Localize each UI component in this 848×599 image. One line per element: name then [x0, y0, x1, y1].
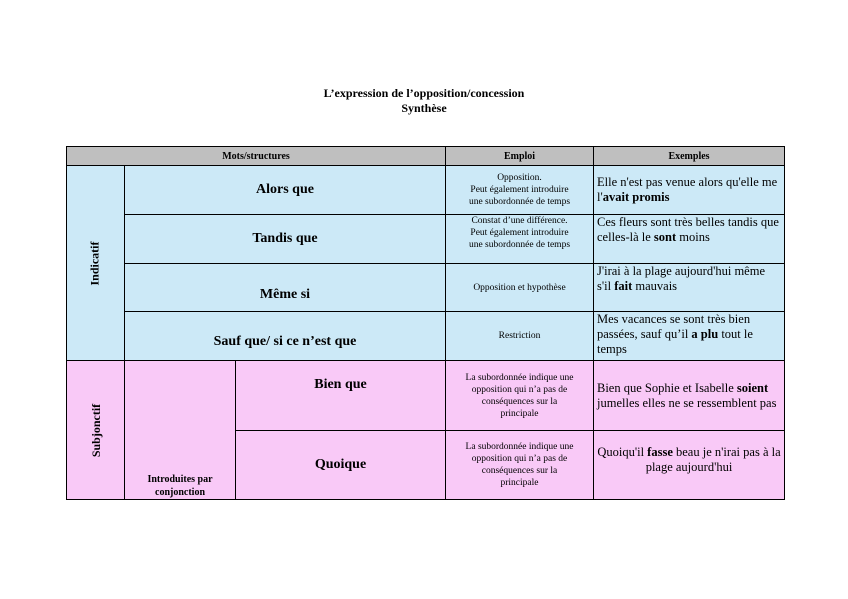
- emploi-cell: Restriction: [446, 312, 594, 361]
- mode-label-subjonctif: Subjonctif: [67, 361, 125, 500]
- example-cell: J'irai à la plage aujourd'hui même s'il fait mauvais: [594, 264, 785, 312]
- example-cell: Mes vacances se sont très bien passées, sauf qu’il a plu tout le temps: [594, 312, 785, 361]
- emploi-cell: Constat d’une différence. Peut également introduire une subordonnée de temps: [446, 215, 594, 264]
- example-cell: Bien que Sophie et Isabelle soient jumelles elles ne se ressemblent pas: [594, 361, 785, 431]
- synthesis-table: [66, 146, 785, 500]
- table-row: [67, 215, 785, 264]
- emploi-cell: Opposition. Peut également introduire une subordonnée de temps: [446, 166, 594, 215]
- intro-cell: Introduites par conjonction: [125, 361, 236, 500]
- structure-cell: Même si: [125, 264, 446, 312]
- header-row: [67, 147, 785, 166]
- structure-cell: Quoique: [236, 431, 446, 500]
- header-exemples: Exemples: [594, 147, 785, 166]
- example-cell: Ces fleurs sont très belles tandis que celles-là le sont moins: [594, 215, 785, 264]
- mode-label-indicatif: Indicatif: [67, 166, 125, 361]
- emploi-cell: Opposition et hypothèse: [446, 264, 594, 312]
- table-row: [67, 166, 785, 215]
- table-row: [67, 264, 785, 312]
- header-emploi: Emploi: [446, 147, 594, 166]
- document-title: [0, 86, 848, 116]
- header-mots: Mots/structures: [67, 147, 446, 166]
- structure-cell: Tandis que: [125, 215, 446, 264]
- example-cell: Elle n'est pas venue alors qu'elle me l'avait promis: [594, 166, 785, 215]
- emploi-cell: La subordonnée indique une opposition qui n’a pas de conséquences sur la principale: [446, 431, 594, 500]
- example-cell: Quoiqu'il fasse beau je n'irai pas à la plage aujourd'hui: [594, 431, 785, 500]
- emploi-cell: La subordonnée indique une opposition qui n’a pas de conséquences sur la principale: [446, 361, 594, 431]
- title-line-2: Synthèse: [401, 101, 447, 115]
- title-line-1: L’expression de l’opposition/concession: [323, 86, 525, 100]
- structure-cell: Sauf que/ si ce n’est que: [125, 312, 446, 361]
- table-row: [67, 361, 785, 431]
- structure-cell: Bien que: [236, 361, 446, 431]
- structure-cell: Alors que: [125, 166, 446, 215]
- table-row: [67, 312, 785, 361]
